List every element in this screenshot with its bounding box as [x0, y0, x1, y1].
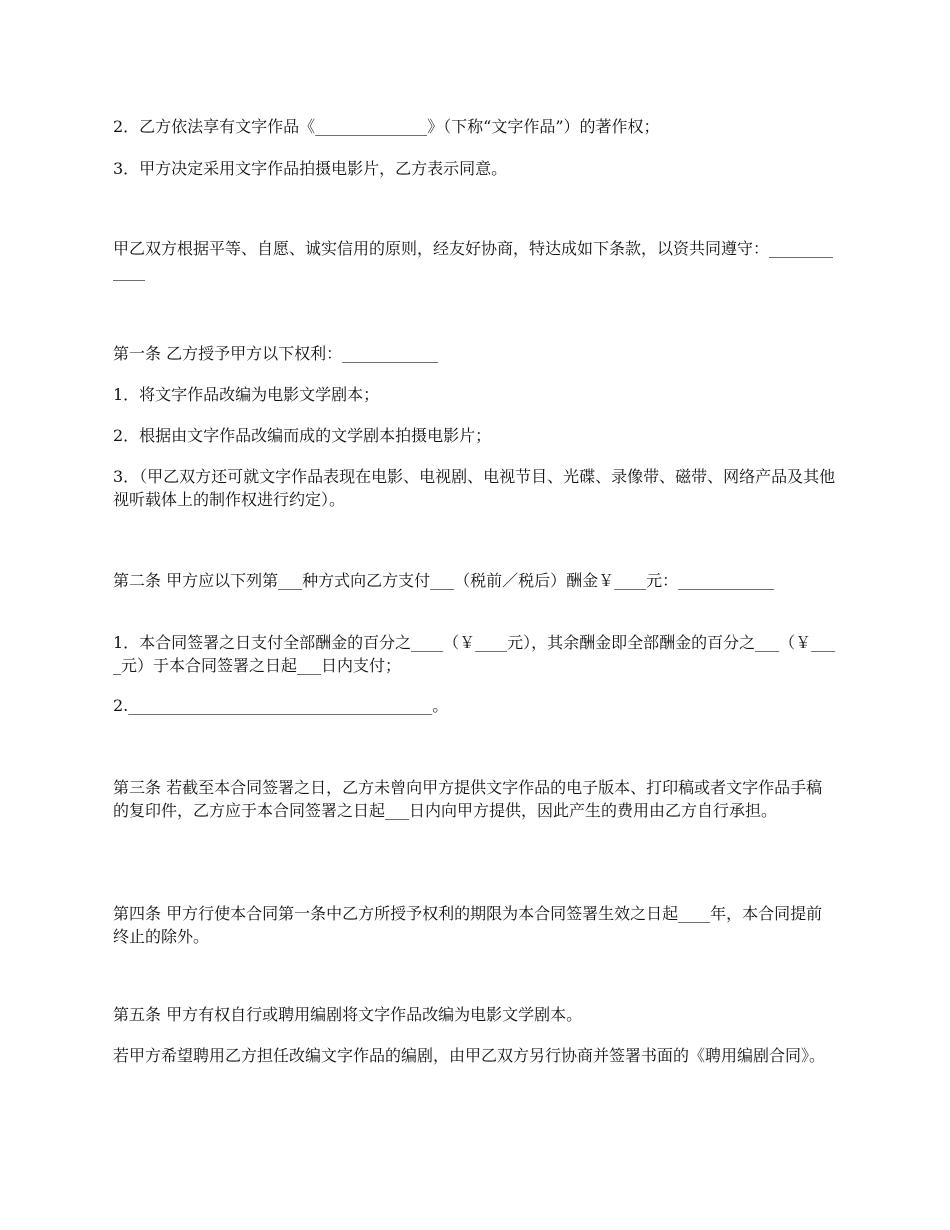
- article-2-item-1: 1．本合同签署之日支付全部酬金的百分之____（￥____元），其余酬金即全部酬金的百分之___（￥____元）于本合同签署之日起___日内支付；: [113, 633, 836, 675]
- paragraph-copyright-clause: 2．乙方依法享有文字作品《______________》（下称“文字作品”）的著作权；: [113, 117, 660, 136]
- article-5-detail: 若甲方希望聘用乙方担任改编文字作品的编剧，由甲乙双方另行协商并签署书面的《聘用编剧合同》。: [113, 1046, 826, 1065]
- paragraph-principles: 甲乙双方根据平等、自愿、诚实信用的原则，经友好协商，特达成如下条款，以资共同遵守：____________: [113, 239, 834, 281]
- article-5-heading: 第五条 甲方有权自行或聘用编剧将文字作品改编为电影文学剧本。: [113, 1005, 583, 1024]
- article-1-item-3: 3．（甲乙双方还可就文字作品表现在电影、电视剧、电视节目、光碟、录像带、磁带、网络产品及其他视听载体上的制作权进行约定）。: [113, 467, 836, 509]
- article-1-item-2: 2．根据由文字作品改编而成的文学剧本拍摄电影片；: [113, 426, 492, 445]
- article-2-item-2: 2.______________________________________。: [113, 696, 449, 715]
- article-4: 第四条 甲方行使本合同第一条中乙方所授予权利的期限为本合同签署生效之日起____年，本合同提前终止的除外。: [113, 904, 823, 946]
- article-1-item-1: 1．将文字作品改编为电影文学剧本；: [113, 385, 380, 404]
- article-1-heading: 第一条 乙方授予甲方以下权利：____________: [113, 344, 439, 363]
- article-3: 第三条 若截至本合同签署之日，乙方未曾向甲方提供文字作品的电子版本、打印稿或者文字作品手稿的复印件，乙方应于本合同签署之日起___日内向甲方提供，因此产生的费用由乙方自行承担。: [113, 778, 823, 820]
- paragraph-film-decision: 3．甲方决定采用文字作品拍摄电影片，乙方表示同意。: [113, 159, 508, 178]
- article-2-heading: 第二条 甲方应以下列第___种方式向乙方支付___（税前／税后）酬金￥____元：____________: [113, 571, 775, 590]
